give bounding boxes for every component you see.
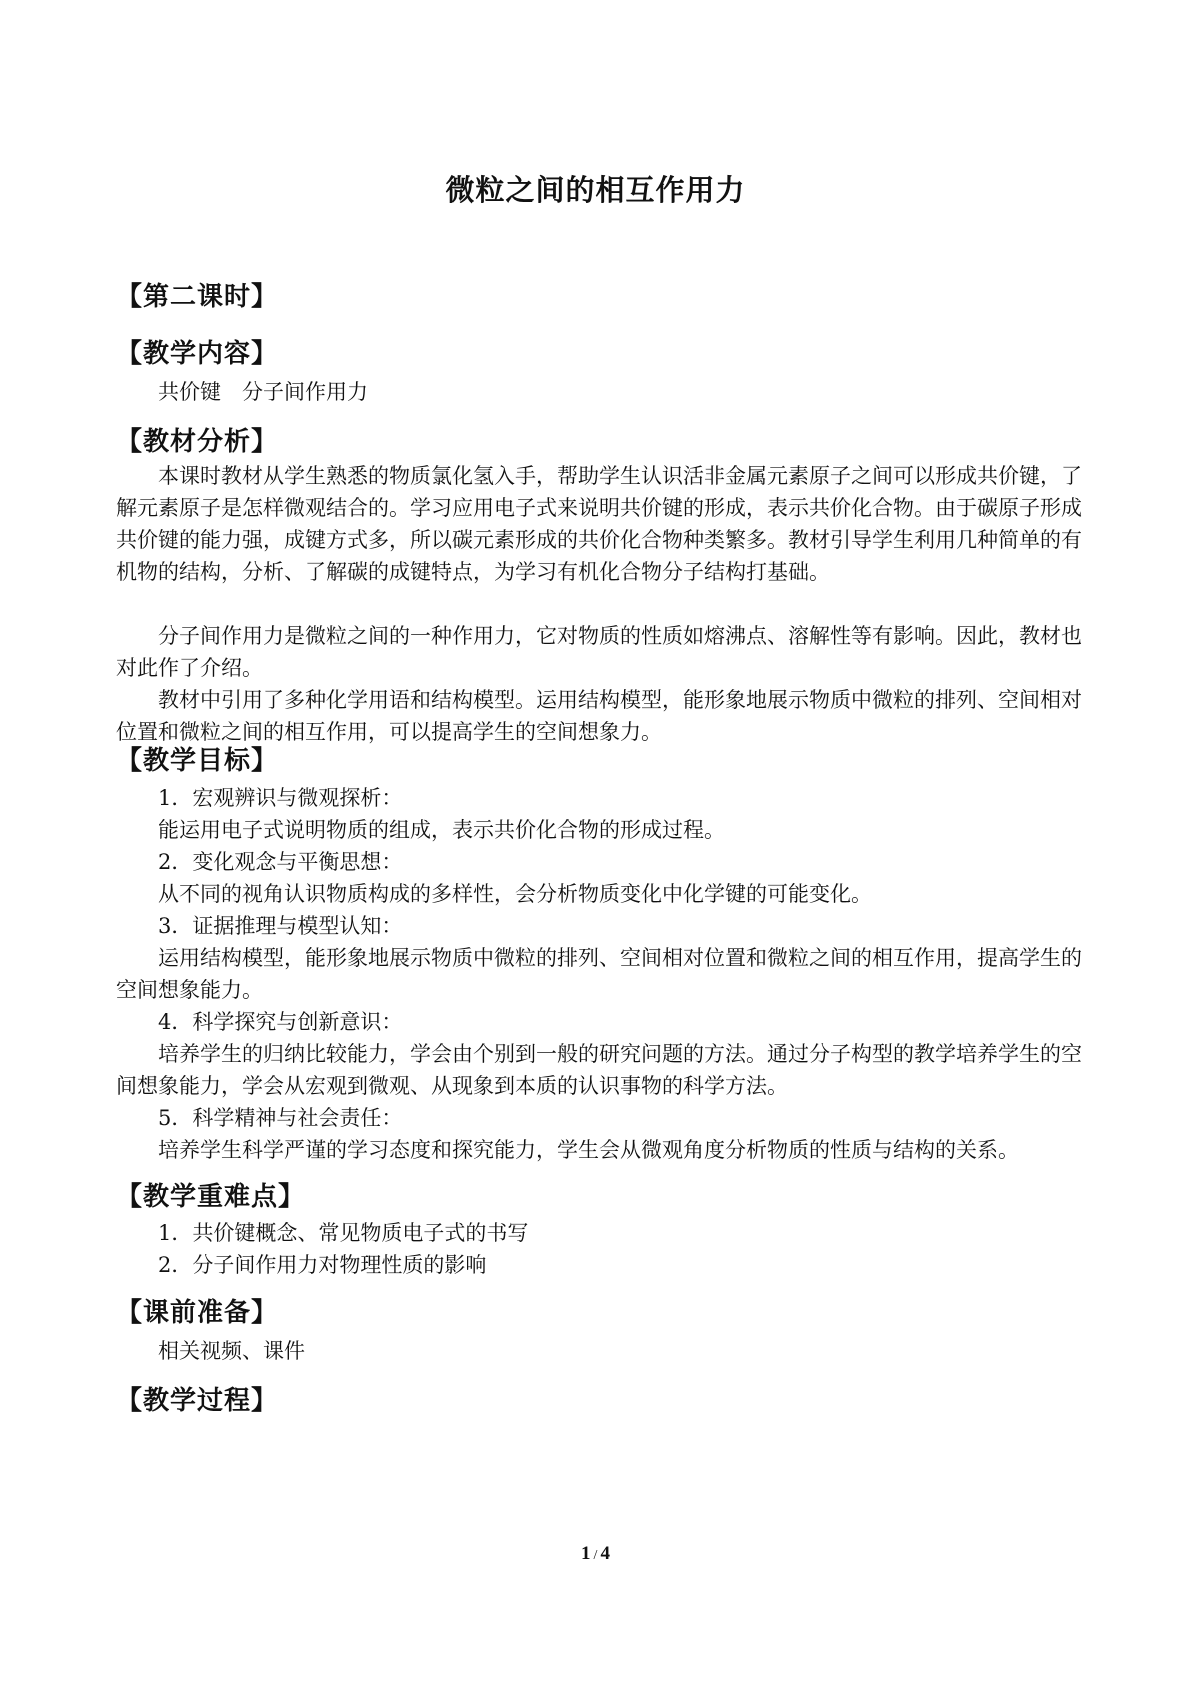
lesson-period-heading: 【第二课时】 bbox=[116, 282, 279, 312]
page-separator: / bbox=[593, 1548, 598, 1563]
page-total: 4 bbox=[600, 1543, 610, 1564]
process-heading: 【教学过程】 bbox=[116, 1386, 279, 1416]
analysis-heading: 【教材分析】 bbox=[116, 427, 279, 457]
page-current: 1 bbox=[581, 1543, 591, 1564]
goal-1-text: 能运用电子式说明物质的组成，表示共价化合物的形成过程。 bbox=[158, 818, 725, 842]
analysis-paragraph-1: 本课时教材从学生熟悉的物质氯化氢入手，帮助学生认识活非金属元素原子之间可以形成共价键，了解元素原子是怎样微观结合的。学习应用电子式来说明共价键的形成，表示共价化合物。由于碳原子形成共价键的能力强，成键方式多，所以碳元素形成的共价化合物种类繁多。教材引导学生利用几种简单的有机物的结构，分析、了解碳的成键特点，为学习有机化合物分子结构打基础。 bbox=[116, 464, 1082, 584]
goal-5-text: 培养学生科学严谨的学习态度和探究能力，学生会从微观角度分析物质的性质与结构的关系。 bbox=[158, 1138, 1019, 1162]
document-title: 微粒之间的相互作用力 bbox=[445, 173, 746, 207]
keypoint-1: 1．共价键概念、常见物质电子式的书写 bbox=[158, 1221, 529, 1245]
goals-heading: 【教学目标】 bbox=[116, 746, 279, 776]
prep-heading: 【课前准备】 bbox=[116, 1298, 279, 1328]
goal-2-label: 2．变化观念与平衡思想： bbox=[158, 850, 403, 874]
goal-3-label: 3．证据推理与模型认知： bbox=[158, 914, 403, 938]
goal-2-text: 从不同的视角认识物质构成的多样性，会分析物质变化中化学键的可能变化。 bbox=[158, 882, 872, 906]
keypoint-2: 2．分子间作用力对物理性质的影响 bbox=[158, 1253, 487, 1277]
goal-4-label: 4．科学探究与创新意识： bbox=[158, 1010, 403, 1034]
analysis-paragraph-2: 分子间作用力是微粒之间的一种作用力，它对物质的性质如熔沸点、溶解性等有影响。因此，教材也对此作了介绍。 bbox=[116, 624, 1082, 680]
goal-3-text: 运用结构模型，能形象地展示物质中微粒的排列、空间相对位置和微粒之间的相互作用，提高学生的空间想象能力。 bbox=[116, 946, 1082, 1002]
page-number bbox=[0, 1543, 1191, 1565]
goal-4-text: 培养学生的归纳比较能力，学会由个别到一般的研究问题的方法。通过分子构型的教学培养学生的空间想象能力，学会从宏观到微观、从现象到本质的认识事物的科学方法。 bbox=[116, 1042, 1082, 1098]
goal-1-label: 1．宏观辨识与微观探析： bbox=[158, 786, 403, 810]
goal-5-label: 5．科学精神与社会责任： bbox=[158, 1106, 403, 1130]
content-text: 共价键 分子间作用力 bbox=[158, 380, 368, 404]
content-heading: 【教学内容】 bbox=[116, 339, 279, 369]
keypoints-heading: 【教学重难点】 bbox=[116, 1182, 306, 1212]
prep-text: 相关视频、课件 bbox=[158, 1339, 305, 1363]
analysis-paragraph-3: 教材中引用了多种化学用语和结构模型。运用结构模型，能形象地展示物质中微粒的排列、空间相对位置和微粒之间的相互作用，可以提高学生的空间想象力。 bbox=[116, 688, 1082, 744]
